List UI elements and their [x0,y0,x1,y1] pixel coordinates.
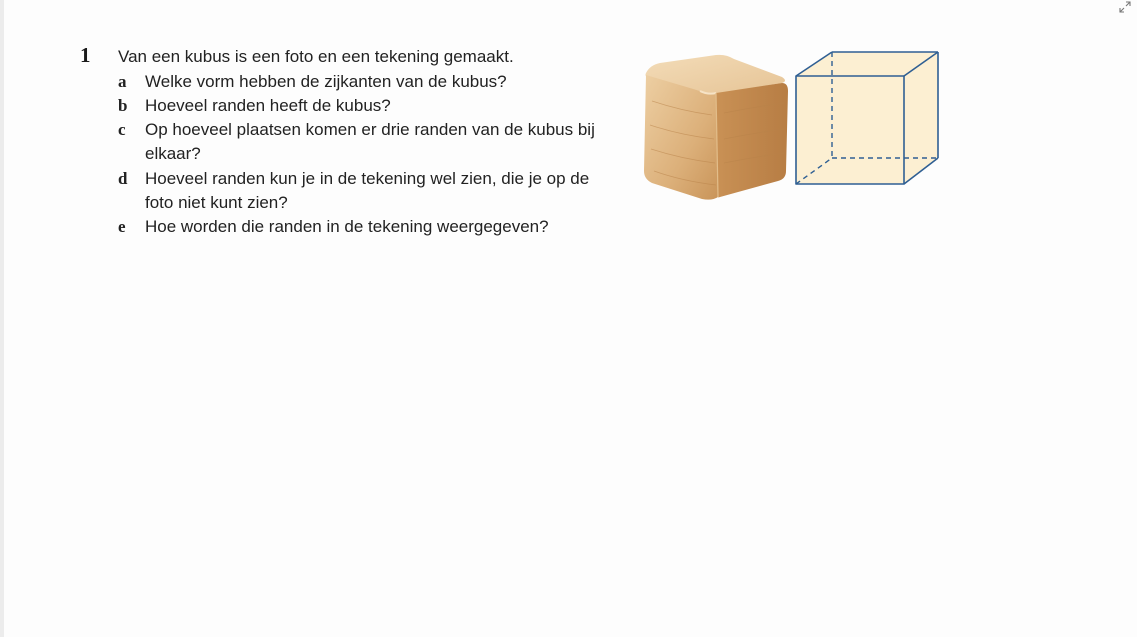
question-text: Welke vorm hebben de zijkanten van de kubus? [145,72,507,91]
question-letter: c [118,120,126,139]
question-e [118,215,608,239]
wooden-cube-photo [642,51,790,203]
exercise-number: 1 [80,43,91,67]
question-text: Hoeveel randen kun je in de tekening wel zien, die je op de foto niet kunt zien? [145,169,590,212]
question-text: Hoeveel randen heeft de kubus? [145,96,391,115]
question-a [118,70,608,94]
question-c [118,118,608,166]
question-letter: d [118,169,128,188]
expand-icon[interactable] [1119,1,1131,13]
cube-line-drawing [792,48,942,188]
question-letter: a [118,72,127,91]
question-d [118,167,608,215]
question-letter: b [118,96,128,115]
question-text: Op hoeveel plaatsen komen er drie randen van de kubus bij elkaar? [145,120,595,163]
left-edge [0,0,4,637]
question-letter: e [118,217,126,236]
question-text: Hoe worden die randen in de tekening weergegeven? [145,217,549,236]
exercise-intro: Van een kubus is een foto en een tekening gemaakt. [118,47,514,66]
question-b [118,94,608,118]
